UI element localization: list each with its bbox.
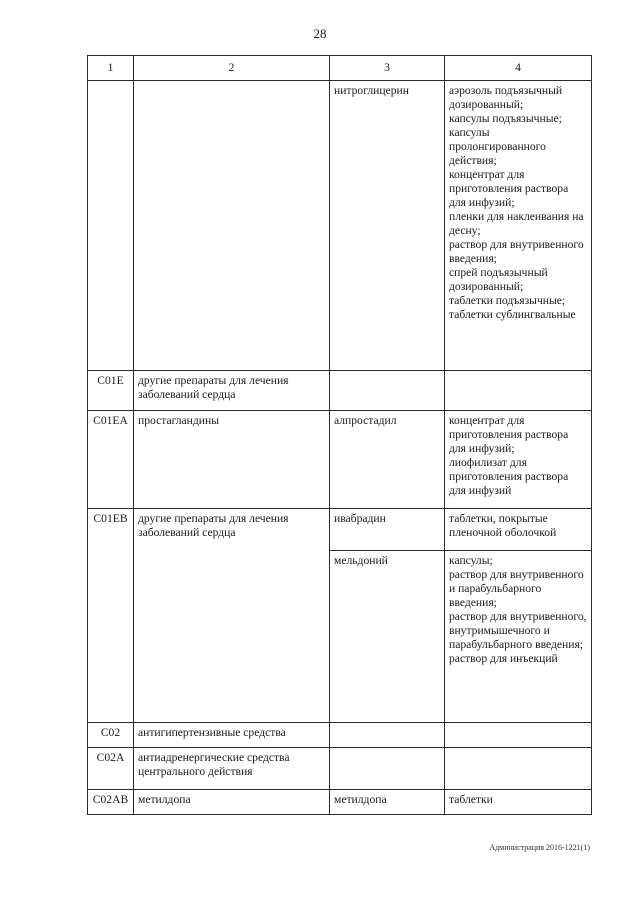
column-header-3: 3 — [330, 56, 445, 81]
table-row — [88, 509, 592, 551]
dosage-form-line: таблетки, покрытые пленочной оболочкой — [449, 512, 557, 539]
dosage-form-line: лиофилизат для приготовления раствора для инфузий — [449, 456, 569, 497]
page-number: 28 — [313, 26, 327, 41]
column-header-2: 2 — [134, 56, 330, 81]
dosage-form-line: таблетки подъязычные; — [449, 294, 566, 307]
atc-code-cell: C02 — [88, 723, 134, 748]
atc-code-cell: C01E — [88, 371, 134, 411]
table-row — [88, 790, 592, 815]
dosage-forms-cell — [445, 411, 592, 509]
table-row — [88, 371, 592, 411]
table-header-row — [88, 56, 592, 81]
group-cell: метилдопа — [134, 790, 330, 815]
drug-name-cell: нитроглицерин — [330, 81, 445, 371]
dosage-forms-cell — [445, 748, 592, 790]
atc-code-cell — [88, 81, 134, 371]
dosage-form-line: аэрозоль подъязычный дозированный; — [449, 84, 563, 111]
drug-name-cell: метилдопа — [330, 790, 445, 815]
dosage-forms-cell — [445, 509, 592, 551]
group-cell: антиадренергические средства центрального действия — [134, 748, 330, 790]
drug-name-cell: мельдоний — [330, 551, 445, 723]
table-row — [88, 723, 592, 748]
dosage-forms-cell — [445, 790, 592, 815]
group-cell: антигипертензивные средства — [134, 723, 330, 748]
dosage-forms-cell — [445, 551, 592, 723]
dosage-form-line: капсулы; — [449, 554, 493, 567]
drug-name-cell — [330, 723, 445, 748]
document-reference: Администрация 2016-1221(1) — [489, 843, 590, 852]
dosage-form-line: раствор для внутривенного введения; — [449, 238, 584, 265]
atc-code-cell: C01EA — [88, 411, 134, 509]
dosage-forms-cell — [445, 81, 592, 371]
dosage-form-line: таблетки сублингвальные — [449, 308, 576, 321]
atc-code-cell: C02A — [88, 748, 134, 790]
group-cell: другие препараты для лечения заболеваний сердца — [134, 509, 330, 723]
drug-name-cell: алпростадил — [330, 411, 445, 509]
column-header-1: 1 — [88, 56, 134, 81]
dosage-form-line: капсулы подъязычные; — [449, 112, 562, 125]
atc-code-cell: C01EB — [88, 509, 134, 723]
dosage-form-line: пленки для наклеивания на десну; — [449, 210, 584, 237]
dosage-form-line: раствор для внутривенного, внутримышечного и парабульбарного введения; — [449, 610, 587, 651]
atc-code-cell: C02AB — [88, 790, 134, 815]
drug-name-cell: ивабрадин — [330, 509, 445, 551]
dosage-form-line: капсулы пролонгированного действия; — [449, 126, 546, 167]
column-header-4: 4 — [445, 56, 592, 81]
dosage-forms-cell — [445, 723, 592, 748]
dosage-form-line: таблетки — [449, 793, 493, 806]
group-cell: другие препараты для лечения заболеваний сердца — [134, 371, 330, 411]
group-cell: простагландины — [134, 411, 330, 509]
dosage-form-line: раствор для инъекций — [449, 652, 558, 665]
group-cell — [134, 81, 330, 371]
table-row — [88, 81, 592, 371]
dosage-form-line: концентрат для приготовления раствора для инфузий; — [449, 414, 569, 455]
table-row — [88, 411, 592, 509]
dosage-forms-cell — [445, 371, 592, 411]
drug-table — [87, 55, 592, 815]
dosage-form-line: концентрат для приготовления раствора для инфузий; — [449, 168, 569, 209]
dosage-form-line: раствор для внутривенного и парабульбарного введения; — [449, 568, 584, 609]
dosage-form-line: спрей подъязычный дозированный; — [449, 266, 548, 293]
drug-name-cell — [330, 748, 445, 790]
drug-name-cell — [330, 371, 445, 411]
table-row — [88, 748, 592, 790]
